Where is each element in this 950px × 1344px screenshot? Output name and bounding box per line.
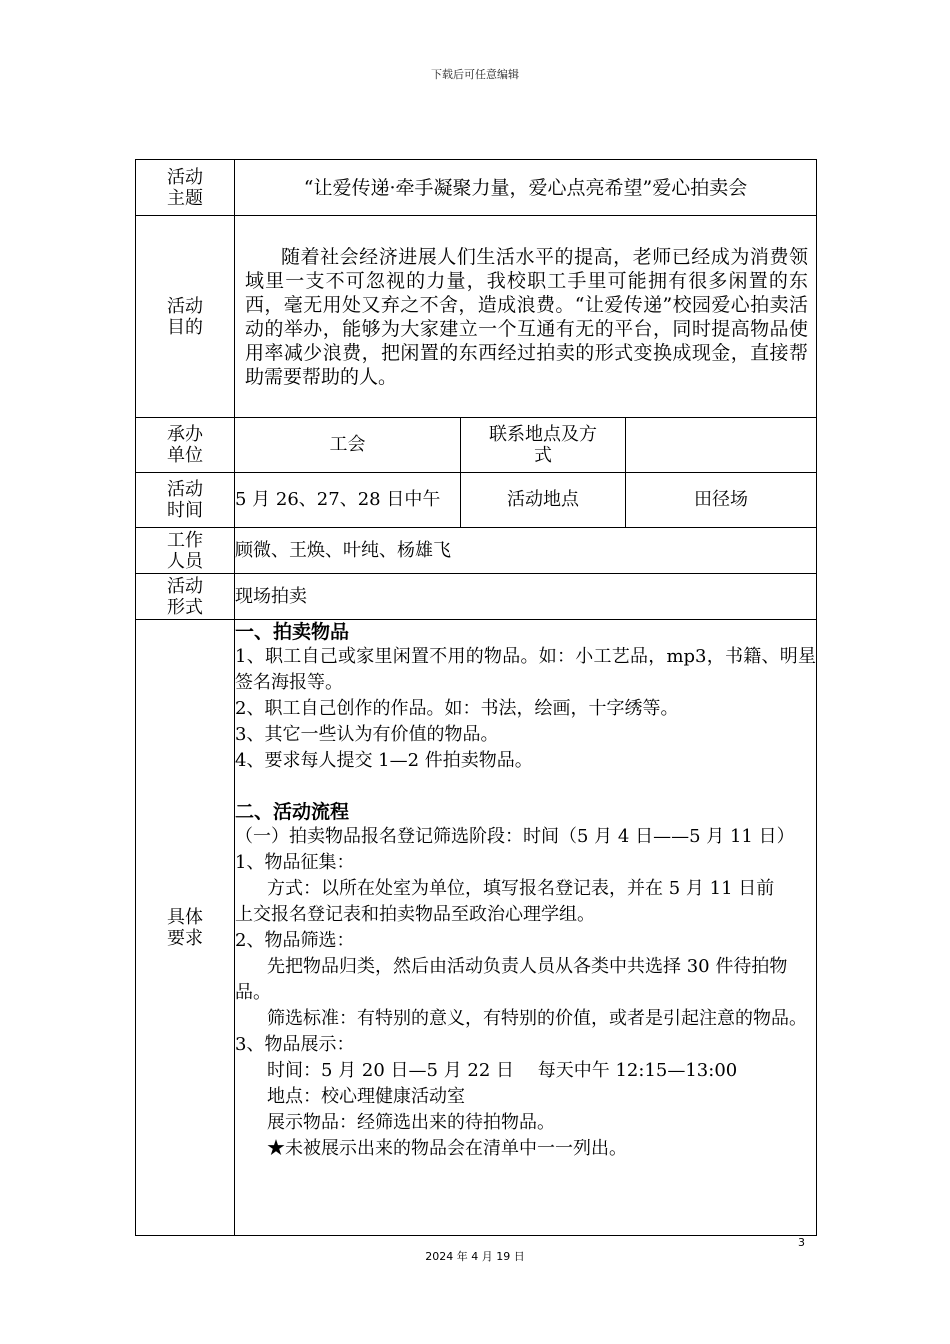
place-label: 活动地点	[461, 473, 626, 528]
format-value: 现场拍卖	[235, 574, 817, 620]
theme-row	[136, 160, 817, 216]
requirements-row	[136, 620, 817, 1236]
page-footer-date: 2024 年 4 月 19 日	[425, 1250, 525, 1263]
contact-value	[626, 418, 817, 473]
staff-label: 工作人员	[167, 529, 203, 572]
requirements-label: 具体要求	[167, 906, 203, 949]
time-row	[136, 473, 817, 528]
organizer-value: 工会	[235, 418, 461, 473]
theme-value: “让爱传递·牵手凝聚力量，爱心点亮希望”爱心拍卖会	[235, 160, 817, 216]
spacer	[235, 774, 816, 800]
staff-label-cell	[136, 528, 235, 574]
time-label: 活动时间	[167, 479, 203, 521]
requirement-item-4: 4、要求每人提交 1—2 件拍卖物品。	[235, 750, 533, 771]
organizer-label: 承办单位	[167, 424, 203, 466]
section-process-title: 二、活动流程	[235, 801, 350, 823]
page-header: 下载后可任意编辑	[431, 68, 519, 81]
screen-criteria: 筛选标准：有特别的意义，有特别的价值，或者是引起注意的物品。	[267, 1008, 807, 1029]
requirement-item-1: 1、职工自己或家里闲置不用的物品。如：小工艺品，mp3，书籍、明星签名海报等。	[235, 646, 816, 693]
purpose-value-cell	[235, 216, 817, 418]
display-time: 时间：5 月 20 日—5 月 22 日 每天中午 12:15—13:00	[267, 1060, 738, 1081]
purpose-label: 活动目的	[167, 295, 203, 338]
format-label-cell	[136, 574, 235, 620]
requirements-label-cell	[136, 620, 235, 1236]
theme-label: 活动主题	[167, 166, 203, 209]
staff-row	[136, 528, 817, 574]
screen-desc: 先把物品归类，然后由活动负责人员从各类中共选择 30 件待拍物品。	[235, 956, 788, 1003]
collect-method: 方式：以所在处室为单位，填写报名登记表，并在 5 月 11 日前	[267, 878, 775, 899]
display-note: ★未被展示出来的物品会在清单中一一列出。	[267, 1138, 627, 1159]
requirements-content	[235, 620, 817, 1236]
section-items-title: 一、拍卖物品	[235, 621, 350, 643]
purpose-value: 随着社会经济进展人们生活水平的提高，老师已经成为消费领域里一支不可忽视的力量，我校职工手里可能拥有很多闲置的东西，毫无用处又弃之不舍，造成浪费。“让爱传递”校园爱心拍卖活动的举办，能够为大家建立一个互通有无的平台，同时提高物品使用率减少浪费，把闲置的东西经过拍卖的形式变换成现金，直接帮助需要帮助的人。	[245, 245, 808, 388]
format-row	[136, 574, 817, 620]
staff-value: 顾微、王焕、叶纯、杨雄飞	[235, 528, 817, 574]
organizer-label-cell	[136, 418, 235, 473]
format-label: 活动形式	[167, 575, 203, 618]
display-items: 展示物品：经筛选出来的待拍物品。	[267, 1112, 555, 1133]
requirement-item-2: 2、职工自己创作的作品。如：书法，绘画，十字绣等。	[235, 698, 679, 719]
purpose-row	[136, 216, 817, 418]
screen-title: 2、物品筛选：	[235, 930, 355, 951]
contact-label-cell	[461, 418, 626, 473]
time-value: 5 月 26、27、28 日中午	[235, 473, 461, 528]
requirement-item-3: 3、其它一些认为有价值的物品。	[235, 724, 499, 745]
collect-submit: 上交报名登记表和拍卖物品至政治心理学组。	[235, 904, 595, 925]
organizer-row	[136, 418, 817, 473]
place-value: 田径场	[626, 473, 817, 528]
display-title: 3、物品展示：	[235, 1034, 355, 1055]
collect-title: 1、物品征集：	[235, 852, 355, 873]
display-place: 地点：校心理健康活动室	[267, 1086, 465, 1107]
page-number: 3	[798, 1236, 805, 1249]
purpose-label-cell	[136, 216, 235, 418]
contact-label: 联系地点及方式	[489, 424, 597, 466]
time-label-cell	[136, 473, 235, 528]
stage-1: （一）拍卖物品报名登记筛选阶段：时间（5 月 4 日——5 月 11 日）	[235, 826, 795, 847]
theme-label-cell	[136, 160, 235, 216]
activity-form-table	[135, 159, 817, 1236]
